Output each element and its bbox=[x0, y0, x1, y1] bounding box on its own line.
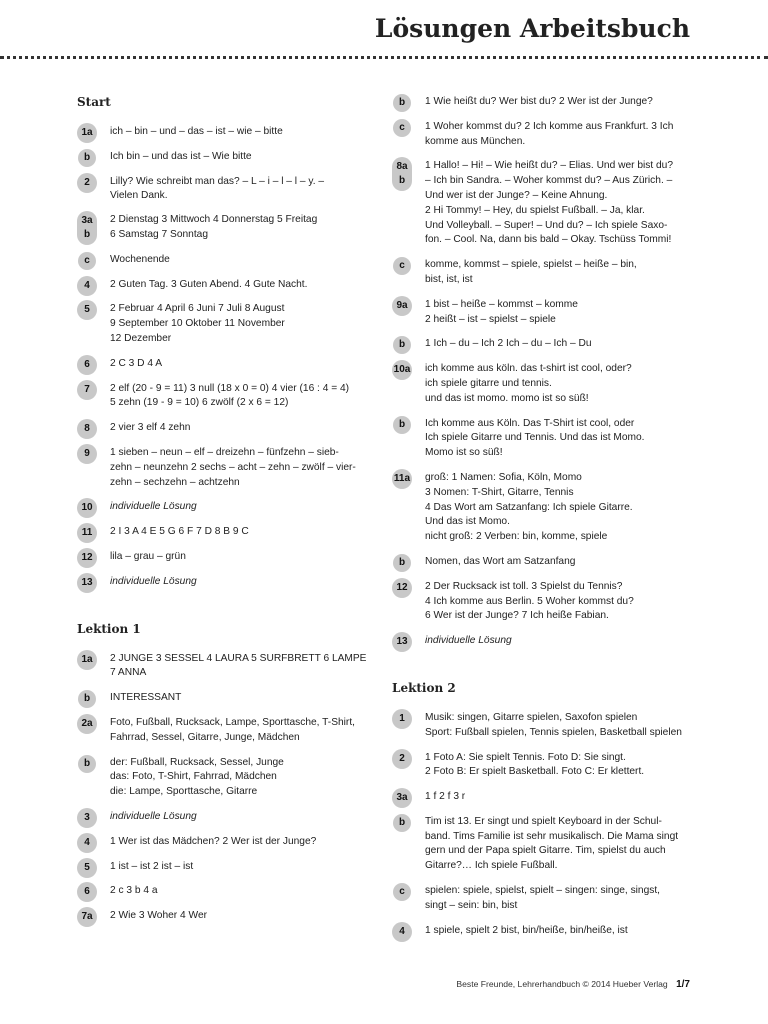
badge-label: c bbox=[399, 121, 405, 133]
answer-text: 1 Foto A: Sie spielt Tennis. Foto D: Sie singt. 2 Foto B: Er spielt Basketball. Foto C: Er klettert. bbox=[425, 751, 645, 778]
exercise-number-badge bbox=[393, 883, 411, 901]
badge-label: 4 bbox=[84, 836, 90, 848]
badge-label: 3a bbox=[396, 792, 408, 804]
exercise-item bbox=[392, 790, 697, 805]
answer-text: individuelle Lösung bbox=[425, 635, 512, 647]
answer-text: 2 Der Rucksack ist toll. 3 Spielst du Tennis? 4 Ich komme aus Berlin. 5 Woher kommst du? 6 Wer ist der Junge? 7 Ich heiße Fabian. bbox=[425, 580, 634, 622]
footer-credit: Beste Freunde, Lehrerhandbuch © 2014 Hueber Verlag bbox=[456, 979, 668, 989]
badge-label: 13 bbox=[396, 636, 408, 648]
badge-label: 6 bbox=[84, 358, 90, 370]
exercise-item bbox=[392, 815, 697, 874]
section-heading: Lektion 2 bbox=[392, 680, 456, 695]
badge-label-sub: b bbox=[83, 229, 91, 241]
exercise-item bbox=[77, 810, 382, 825]
badge-label: b bbox=[398, 556, 406, 568]
exercise-number-badge bbox=[77, 858, 97, 878]
exercise-number-badge bbox=[78, 755, 96, 773]
answer-text: der: Fußball, Rucksack, Sessel, Junge das: Foto, T-Shirt, Fahrrad, Mädchen die: Lampe, Sporttasche, Gitarre bbox=[110, 756, 284, 798]
badge-label: 5 bbox=[84, 304, 90, 316]
badge-label: 10a bbox=[393, 364, 411, 376]
exercise-item bbox=[392, 417, 697, 461]
exercise-item bbox=[392, 362, 697, 406]
page-footer bbox=[456, 979, 690, 990]
badge-label: 2 bbox=[399, 752, 405, 764]
exercise-item bbox=[392, 711, 697, 741]
exercise-number-badge bbox=[77, 907, 97, 927]
answer-text: 2 Wie 3 Woher 4 Wer bbox=[110, 910, 208, 922]
answer-text: 1 Ich – du – Ich 2 Ich – du – Ich – Du bbox=[425, 338, 592, 350]
exercise-item bbox=[77, 421, 382, 436]
answer-text: groß: 1 Namen: Sofia, Köln, Momo 3 Nomen: T-Shirt, Gitarre, Tennis 4 Das Wort am Satzanfang: Ich spiele Gitarre. Und das ist Momo. nicht groß: 2 Verben: bin, komme, spiele bbox=[425, 471, 633, 543]
exercise-item bbox=[392, 258, 697, 288]
exercise-item bbox=[77, 150, 382, 165]
exercise-item bbox=[77, 716, 382, 746]
badge-label: b bbox=[398, 339, 406, 351]
answer-text: ich – bin – und – das – ist – wie – bitte bbox=[110, 126, 283, 137]
badge-label: b bbox=[83, 693, 91, 705]
answer-text: Ich komme aus Köln. Das T-Shirt ist cool, oder Ich spiele Gitarre und Tennis. Und das ist Momo. Momo ist so süß! bbox=[425, 417, 645, 459]
badge-label: 11a bbox=[393, 472, 411, 484]
badge-label: 12 bbox=[81, 551, 93, 563]
exercise-number-badge bbox=[77, 523, 97, 543]
answer-text: Foto, Fußball, Rucksack, Lampe, Sporttasche, T-Shirt, Fahrrad, Sessel, Gitarre, Junge, Mädchen bbox=[110, 716, 355, 743]
answer-text: individuelle Lösung bbox=[110, 575, 197, 587]
badge-label: 2a bbox=[81, 717, 93, 729]
exercise-item bbox=[392, 95, 697, 110]
exercise-number-badge bbox=[393, 814, 411, 832]
exercise-item bbox=[392, 120, 697, 150]
exercise-item bbox=[392, 471, 697, 545]
exercise-item bbox=[77, 500, 382, 515]
exercise-number-badge bbox=[77, 650, 97, 670]
exercise-number-badge bbox=[392, 469, 412, 489]
badge-label: 3 bbox=[84, 811, 90, 823]
answer-text: 2 vier 3 elf 4 zehn bbox=[110, 422, 191, 434]
answer-text: individuelle Lösung bbox=[110, 501, 197, 513]
exercise-item bbox=[77, 213, 382, 243]
left-column bbox=[77, 95, 382, 924]
exercise-item bbox=[77, 575, 382, 590]
exercise-item bbox=[77, 278, 382, 293]
exercise-item bbox=[77, 302, 382, 346]
exercise-number-badge bbox=[78, 149, 96, 167]
exercise-item bbox=[392, 555, 697, 570]
answer-text: 1 sieben – neun – elf – dreizehn – fünfzehn – sieb- zehn – neunzehn 2 sechs – acht – zehn – zwölf – vier- zehn – sechzehn – achtzehn bbox=[110, 446, 356, 488]
exercise-number-badge bbox=[78, 690, 96, 708]
exercise-item bbox=[77, 756, 382, 800]
exercise-number-badge bbox=[392, 157, 412, 191]
badge-label: 7 bbox=[84, 383, 90, 395]
badge-label: 6 bbox=[84, 886, 90, 898]
badge-label: 2 bbox=[84, 176, 90, 188]
answer-text: INTERESSANT bbox=[110, 692, 182, 704]
exercise-number-badge bbox=[77, 355, 97, 375]
answer-text: komme, kommst – spiele, spielst – heiße – bin, bist, ist, ist bbox=[425, 259, 637, 285]
exercise-number-badge bbox=[393, 94, 411, 112]
exercise-number-badge bbox=[77, 211, 97, 245]
badge-label: 5 bbox=[84, 861, 90, 873]
exercise-item bbox=[392, 634, 697, 649]
exercise-item bbox=[392, 337, 697, 352]
exercise-number-badge bbox=[77, 548, 97, 568]
exercise-item bbox=[77, 382, 382, 412]
answer-text: ich komme aus köln. das t-shirt ist cool, oder? ich spiele gitarre und tennis. und das ist momo. momo ist so süß! bbox=[425, 363, 632, 404]
badge-label: 9 bbox=[84, 447, 90, 459]
badge-label: 1 bbox=[399, 712, 405, 724]
exercise-number-badge bbox=[393, 257, 411, 275]
badge-label: c bbox=[399, 886, 405, 898]
exercise-number-badge bbox=[392, 578, 412, 598]
answer-text: spielen: spiele, spielst, spielt – singen: singe, singst, singt – sein: bin, bist bbox=[425, 885, 661, 911]
badge-label: 1a bbox=[81, 653, 93, 665]
dotted-divider bbox=[0, 56, 768, 59]
answer-text: Wochenende bbox=[110, 253, 170, 265]
badge-label: b bbox=[83, 757, 91, 769]
badge-label: b bbox=[398, 418, 406, 430]
exercise-number-badge bbox=[77, 444, 97, 464]
answer-text: 1 Woher kommst du? 2 Ich komme aus Frankfurt. 3 Ich komme aus München. bbox=[425, 120, 674, 147]
exercise-number-badge bbox=[393, 119, 411, 137]
exercise-number-badge bbox=[77, 573, 97, 593]
badge-label: 11 bbox=[81, 527, 93, 539]
section-heading: Start bbox=[77, 95, 111, 109]
badge-label: 12 bbox=[396, 581, 408, 593]
answer-text: 2 I 3 A 4 E 5 G 6 F 7 D 8 B 9 C bbox=[110, 526, 249, 538]
section-heading: Lektion 1 bbox=[77, 621, 141, 636]
answer-text: 1 Wie heißt du? Wer bist du? 2 Wer ist der Junge? bbox=[425, 96, 653, 107]
answer-text: 1 ist – ist 2 ist – ist bbox=[110, 860, 194, 872]
exercise-item bbox=[77, 357, 382, 372]
exercise-number-badge bbox=[392, 709, 412, 729]
exercise-number-badge bbox=[393, 554, 411, 572]
badge-label: 10 bbox=[81, 502, 93, 514]
answer-text: 1 f 2 f 3 r bbox=[425, 791, 466, 803]
exercise-number-badge bbox=[392, 296, 412, 316]
answer-text: Musik: singen, Gitarre spielen, Saxofon spielen Sport: Fußball spielen, Tennis spielen, Basketball spielen bbox=[425, 711, 682, 738]
answer-text: individuelle Lösung bbox=[110, 810, 197, 822]
exercise-item bbox=[392, 924, 697, 939]
badge-label: c bbox=[399, 260, 405, 272]
exercise-item bbox=[77, 652, 382, 682]
answer-text: Tim ist 13. Er singt und spielt Keyboard in der Schul- band. Tims Familie ist sehr musikalisch. Die Mama singt gern und der Papa spielt Gitarre. Tim, spielst du auch Gitarre?… Ich spiele Fußball. bbox=[425, 815, 679, 872]
answer-text: 2 Februar 4 April 6 Juni 7 Juli 8 August 9 September 10 Oktober 11 November 12 Dezember bbox=[110, 303, 285, 344]
page-number: 1/7 bbox=[676, 979, 690, 990]
exercise-number-badge bbox=[392, 922, 412, 942]
answer-text: Ich bin – und das ist – Wie bitte bbox=[110, 150, 252, 162]
exercise-item bbox=[77, 835, 382, 850]
badge-label: c bbox=[84, 254, 90, 266]
badge-label-sub: b bbox=[398, 175, 406, 187]
right-column bbox=[392, 95, 697, 938]
badge-label: 1a bbox=[81, 127, 93, 138]
answer-text: Lilly? Wie schreibt man das? – L – i – l – l – y. – Vielen Dank. bbox=[110, 175, 325, 202]
answer-text: 2 Guten Tag. 3 Guten Abend. 4 Gute Nacht. bbox=[110, 278, 308, 290]
answer-text: 2 Dienstag 3 Mittwoch 4 Donnerstag 5 Freitag 6 Samstag 7 Sonntag bbox=[110, 214, 318, 240]
badge-label: 3a bbox=[81, 215, 93, 227]
exercise-number-badge bbox=[77, 173, 97, 193]
exercise-number-badge bbox=[392, 360, 412, 380]
answer-text: 1 Wer ist das Mädchen? 2 Wer ist der Junge? bbox=[110, 835, 317, 847]
answer-text: 2 C 3 D 4 A bbox=[110, 357, 163, 369]
exercise-item bbox=[77, 175, 382, 205]
exercise-item bbox=[77, 446, 382, 490]
exercise-number-badge bbox=[392, 788, 412, 808]
badge-label: 7a bbox=[81, 911, 93, 923]
exercise-number-badge bbox=[392, 632, 412, 652]
exercise-item bbox=[77, 525, 382, 540]
exercise-item bbox=[392, 751, 697, 781]
badge-label: b bbox=[83, 151, 91, 163]
exercise-item bbox=[77, 691, 382, 706]
answer-text: 2 JUNGE 3 SESSEL 4 LAURA 5 SURFBRETT 6 LAMPE 7 ANNA bbox=[110, 652, 367, 679]
exercise-item bbox=[77, 550, 382, 565]
badge-label: b bbox=[398, 816, 406, 828]
exercise-number-badge bbox=[77, 380, 97, 400]
exercise-number-badge bbox=[77, 714, 97, 734]
answer-text: 2 c 3 b 4 a bbox=[110, 885, 158, 897]
exercise-number-badge bbox=[392, 749, 412, 769]
exercise-item bbox=[77, 884, 382, 899]
exercise-item bbox=[392, 884, 697, 914]
exercise-number-badge bbox=[77, 833, 97, 853]
exercise-number-badge bbox=[77, 300, 97, 320]
answer-text: 1 bist – heiße – kommst – komme 2 heißt – ist – spielst – spiele bbox=[425, 298, 578, 325]
badge-label: b bbox=[398, 97, 406, 108]
exercise-number-badge bbox=[77, 123, 97, 143]
exercise-number-badge bbox=[78, 252, 96, 270]
exercise-item bbox=[77, 860, 382, 875]
badge-label: 8a bbox=[396, 161, 408, 173]
exercise-number-badge bbox=[77, 276, 97, 296]
badge-label: 4 bbox=[84, 279, 90, 291]
badge-label: 9a bbox=[396, 299, 408, 311]
exercise-item bbox=[392, 298, 697, 328]
answer-text: 1 spiele, spielt 2 bist, bin/heiße, bin/heiße, ist bbox=[425, 924, 628, 936]
badge-label: 4 bbox=[399, 925, 405, 937]
exercise-item bbox=[392, 159, 697, 248]
badge-label: 13 bbox=[81, 576, 93, 588]
exercise-item bbox=[392, 580, 697, 624]
answer-text: Nomen, das Wort am Satzanfang bbox=[425, 555, 576, 567]
exercise-item bbox=[77, 909, 382, 924]
answer-text: 2 elf (20 - 9 = 11) 3 null (18 x 0 = 0) 4 vier (16 : 4 = 4) 5 zehn (19 - 9 = 10) 6 zwölf (2 x 6 = 12) bbox=[110, 382, 350, 409]
exercise-item bbox=[77, 125, 382, 140]
page-title: Lösungen Arbeitsbuch bbox=[374, 14, 690, 43]
answer-text: 1 Hallo! – Hi! – Wie heißt du? – Elias. Und wer bist du? – Ich bin Sandra. – Woher kommst du? – Aus Zürich. – Und wer ist der Junge? – Keine Ahnung. 2 Hi Tommy! – Hey, du spielst Fußball. – Ja, klar. Und Volleyball. – Super! – Und du? – Ich spiele Saxo- fon. – Cool. Na, dann bis bald – Okay. Tschüss Tommi! bbox=[425, 160, 674, 246]
exercise-number-badge bbox=[393, 416, 411, 434]
exercise-item bbox=[77, 253, 382, 268]
answer-text: lila – grau – grün bbox=[110, 550, 186, 562]
exercise-number-badge bbox=[77, 808, 97, 828]
exercise-number-badge bbox=[393, 336, 411, 354]
badge-label: 8 bbox=[84, 423, 90, 435]
